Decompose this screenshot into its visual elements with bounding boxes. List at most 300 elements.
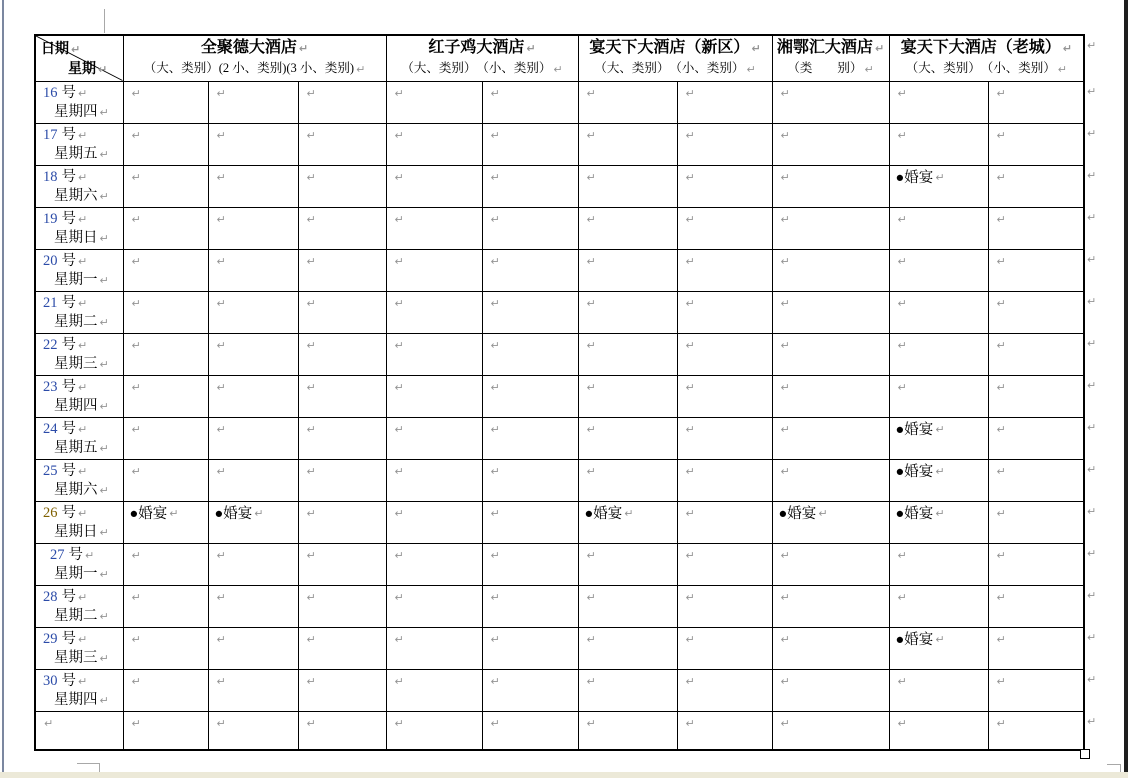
schedule-cell[interactable] [208,333,298,375]
schedule-cell[interactable] [578,711,677,750]
schedule-cell[interactable] [677,501,772,543]
paragraph-mark-icon: ↵ [78,212,88,226]
schedule-cell[interactable] [208,669,298,711]
schedule-cell[interactable] [772,417,889,459]
schedule-cell[interactable] [772,333,889,375]
schedule-cell[interactable] [772,627,889,669]
paragraph-mark-icon: ↵ [996,507,1006,521]
schedule-cell[interactable] [889,249,988,291]
schedule-cell[interactable] [298,333,386,375]
schedule-cell[interactable] [386,81,482,123]
row-end-paragraph-mark-icon: ↵ [1087,715,1097,728]
paragraph-mark-icon: ↵ [216,339,226,353]
paragraph-mark-icon: ↵ [490,381,500,395]
date-cell[interactable] [35,207,123,249]
schedule-cell[interactable] [988,375,1084,417]
schedule-cell[interactable] [988,501,1084,543]
schedule-cell-content [579,628,677,648]
schedule-cell[interactable] [772,375,889,417]
schedule-cell[interactable] [482,123,578,165]
schedule-cell[interactable] [123,333,208,375]
paragraph-mark-icon: ↵ [306,381,316,395]
hotel-header-cell[interactable] [578,35,772,81]
paragraph-mark-icon: ↵ [586,87,596,101]
schedule-cell[interactable] [298,207,386,249]
schedule-cell[interactable] [677,81,772,123]
date-line [36,334,123,355]
schedule-cell[interactable] [578,543,677,585]
schedule-cell-content [124,586,208,606]
schedule-cell[interactable] [386,375,482,417]
schedule-cell[interactable] [298,249,386,291]
schedule-cell-content [890,628,988,649]
schedule-cell[interactable] [772,501,889,543]
schedule-cell-content [483,334,578,354]
schedule-cell[interactable] [208,711,298,750]
schedule-cell[interactable] [123,249,208,291]
schedule-cell[interactable] [772,81,889,123]
paragraph-mark-icon: ↵ [131,591,141,605]
schedule-cell-content [387,544,482,564]
schedule-cell[interactable] [889,207,988,249]
schedule-cell[interactable] [386,459,482,501]
schedule-cell[interactable] [298,81,386,123]
schedule-cell[interactable] [208,585,298,627]
date-cell[interactable] [35,543,123,585]
schedule-cell[interactable] [298,291,386,333]
schedule-cell[interactable] [298,585,386,627]
schedule-cell-content [124,460,208,480]
schedule-cell[interactable] [578,291,677,333]
schedule-cell[interactable] [988,291,1084,333]
schedule-cell[interactable] [123,165,208,207]
schedule-cell-content [678,418,772,438]
schedule-cell-content [299,628,386,648]
schedule-cell[interactable] [772,459,889,501]
schedule-cell-content [678,670,772,690]
schedule-cell-content [678,460,772,480]
schedule-cell-content [579,292,677,312]
paragraph-mark-icon: ↵ [490,465,500,479]
schedule-cell-content [773,334,889,354]
table-row [35,123,1084,165]
schedule-cell[interactable] [578,501,677,543]
paragraph-mark-icon: ↵ [935,633,945,647]
schedule-cell-content [36,712,123,732]
schedule-cell[interactable] [988,207,1084,249]
schedule-cell-content [483,628,578,648]
hotel-header-cell[interactable] [386,35,578,81]
schedule-cell[interactable] [889,543,988,585]
schedule-cell[interactable] [208,123,298,165]
schedule-cell[interactable] [123,627,208,669]
schedule-cell[interactable] [298,375,386,417]
schedule-cell[interactable] [677,375,772,417]
paragraph-mark-icon: ↵ [78,422,88,436]
schedule-cell[interactable] [208,249,298,291]
row-end-paragraph-mark-icon: ↵ [1087,505,1097,518]
schedule-cell-content [124,628,208,648]
paragraph-mark-icon: ↵ [131,381,141,395]
paragraph-mark-icon: ↵ [780,213,790,227]
schedule-cell[interactable] [988,249,1084,291]
schedule-cell[interactable] [123,459,208,501]
schedule-cell[interactable] [123,417,208,459]
paragraph-mark-icon: ↵ [780,297,790,311]
schedule-cell[interactable] [677,459,772,501]
schedule-cell[interactable] [988,165,1084,207]
date-cell[interactable] [35,627,123,669]
schedule-cell[interactable] [772,669,889,711]
schedule-cell-content [989,166,1084,186]
schedule-cell[interactable] [123,711,208,750]
schedule-cell[interactable] [578,81,677,123]
schedule-cell[interactable] [772,165,889,207]
weekday-text: 星期二 [54,313,98,330]
date-number: 28 [43,588,58,605]
schedule-cell[interactable] [386,249,482,291]
hotel-header-cell[interactable] [889,35,1084,81]
schedule-cell[interactable] [772,543,889,585]
schedule-cell-content [579,586,677,606]
schedule-cell[interactable] [988,627,1084,669]
schedule-cell-content [890,712,988,732]
date-cell[interactable] [35,375,123,417]
schedule-cell[interactable] [889,627,988,669]
row-end-paragraph-mark-icon: ↵ [1087,253,1097,266]
schedule-cell[interactable] [482,333,578,375]
paragraph-mark-icon: ↵ [490,171,500,185]
paragraph-mark-icon: ↵ [356,62,366,76]
date-cell[interactable] [35,333,123,375]
schedule-cell[interactable] [889,669,988,711]
booking-entry: ●婚宴 [895,505,934,522]
schedule-cell-content [209,250,298,270]
schedule-cell[interactable] [386,669,482,711]
schedule-cell[interactable] [208,207,298,249]
paragraph-mark-icon: ↵ [306,255,316,269]
date-cell[interactable] [35,585,123,627]
schedule-cell[interactable] [482,501,578,543]
schedule-cell-content [299,124,386,144]
date-cell[interactable] [35,711,123,750]
banquet-schedule-table [34,34,1085,751]
schedule-cell[interactable] [988,669,1084,711]
date-number: 23 [43,378,58,395]
paragraph-mark-icon: ↵ [78,254,88,268]
schedule-cell[interactable] [889,291,988,333]
schedule-cell-content [890,208,988,228]
paragraph-mark-icon: ↵ [685,339,695,353]
schedule-cell[interactable] [988,417,1084,459]
date-cell[interactable] [35,417,123,459]
schedule-cell[interactable] [889,417,988,459]
schedule-cell-content [209,586,298,606]
schedule-cell[interactable] [208,165,298,207]
schedule-cell[interactable] [578,585,677,627]
schedule-cell-content [773,82,889,102]
schedule-cell[interactable] [578,123,677,165]
schedule-cell[interactable] [677,333,772,375]
paragraph-mark-icon: ↵ [131,339,141,353]
weekday-text: 星期六 [54,187,98,204]
schedule-cell[interactable] [772,711,889,750]
schedule-cell[interactable] [298,669,386,711]
date-suffix: 号 [61,210,76,227]
row-end-paragraph-mark-icon: ↵ [1087,295,1097,308]
paragraph-mark-icon: ↵ [586,591,596,605]
paragraph-mark-icon: ↵ [685,381,695,395]
schedule-cell[interactable] [677,165,772,207]
paragraph-mark-icon: ↵ [996,591,1006,605]
weekday-line [36,313,123,332]
paragraph-mark-icon: ↵ [490,297,500,311]
schedule-cell[interactable] [988,81,1084,123]
schedule-cell-content [483,586,578,606]
date-cell[interactable] [35,669,123,711]
schedule-cell[interactable] [677,627,772,669]
paragraph-mark-icon: ↵ [897,717,907,731]
schedule-cell[interactable] [298,711,386,750]
schedule-cell-content [124,250,208,270]
weekday-text: 星期五 [54,439,98,456]
schedule-cell[interactable] [482,585,578,627]
page-right-edge [1124,0,1128,772]
schedule-cell-content [209,418,298,438]
date-cell[interactable] [35,459,123,501]
schedule-cell[interactable] [123,585,208,627]
schedule-cell[interactable] [386,711,482,750]
schedule-cell[interactable] [123,207,208,249]
schedule-cell[interactable] [578,165,677,207]
date-number: 16 [43,84,58,101]
paragraph-mark-icon: ↵ [306,129,316,143]
schedule-cell-content [387,166,482,186]
schedule-cell[interactable] [578,375,677,417]
schedule-cell[interactable] [386,417,482,459]
weekday-text: 星期日 [54,523,98,540]
schedule-cell[interactable] [482,417,578,459]
schedule-cell[interactable] [988,459,1084,501]
schedule-cell[interactable] [677,123,772,165]
schedule-cell-content [989,586,1084,606]
schedule-cell[interactable] [889,585,988,627]
schedule-cell[interactable] [578,207,677,249]
schedule-cell-content [299,376,386,396]
schedule-cell[interactable] [482,81,578,123]
schedule-cell[interactable] [578,669,677,711]
schedule-cell[interactable] [772,249,889,291]
schedule-cell[interactable] [772,207,889,249]
schedule-cell-content [989,460,1084,480]
schedule-cell[interactable] [482,291,578,333]
schedule-cell[interactable] [677,669,772,711]
schedule-cell[interactable] [677,207,772,249]
date-cell[interactable] [35,165,123,207]
row-end-paragraph-mark-icon: ↵ [1087,39,1097,52]
schedule-cell[interactable] [578,417,677,459]
schedule-cell[interactable] [386,585,482,627]
schedule-cell-content [483,502,578,522]
schedule-cell-content [773,586,889,606]
schedule-cell[interactable] [298,417,386,459]
schedule-cell[interactable] [208,81,298,123]
date-number: 19 [43,210,58,227]
schedule-cell[interactable] [677,417,772,459]
hotel-header-cell[interactable] [123,35,386,81]
schedule-cell-content [579,250,677,270]
schedule-cell[interactable] [298,165,386,207]
schedule-cell-content [387,628,482,648]
hotel-name [890,37,1084,59]
schedule-cell[interactable] [677,249,772,291]
schedule-cell[interactable] [772,291,889,333]
schedule-cell[interactable] [889,459,988,501]
schedule-cell[interactable] [677,543,772,585]
schedule-cell[interactable] [123,81,208,123]
schedule-cell[interactable] [208,459,298,501]
date-cell[interactable] [35,123,123,165]
paragraph-mark-icon: ↵ [99,147,109,161]
schedule-cell[interactable] [298,543,386,585]
schedule-cell[interactable] [208,417,298,459]
schedule-cell[interactable] [123,501,208,543]
schedule-cell-content [773,712,889,732]
schedule-cell[interactable] [889,711,988,750]
paragraph-mark-icon: ↵ [394,465,404,479]
schedule-cell[interactable] [988,333,1084,375]
desktop-background-strip [0,772,1128,778]
hotel-header-cell[interactable] [772,35,889,81]
schedule-cell[interactable] [386,123,482,165]
schedule-cell-content [579,208,677,228]
hotel-name-text: 湘鄂汇大酒店 [776,39,873,56]
schedule-cell[interactable] [298,627,386,669]
schedule-cell[interactable] [772,585,889,627]
schedule-cell[interactable] [677,291,772,333]
schedule-cell[interactable] [578,333,677,375]
paragraph-mark-icon: ↵ [685,423,695,437]
paragraph-mark-icon: ↵ [780,381,790,395]
schedule-cell[interactable] [123,123,208,165]
schedule-cell-content [678,166,772,186]
schedule-cell[interactable] [208,543,298,585]
schedule-cell-content [989,628,1084,648]
table-row [35,417,1084,459]
date-cell[interactable] [35,291,123,333]
paragraph-mark-icon: ↵ [99,105,109,119]
schedule-cell[interactable] [988,543,1084,585]
schedule-cell-content [299,502,386,522]
schedule-cell[interactable] [208,627,298,669]
paragraph-mark-icon: ↵ [897,675,907,689]
schedule-cell[interactable] [482,669,578,711]
paragraph-mark-icon: ↵ [685,507,695,521]
schedule-cell[interactable] [123,543,208,585]
paragraph-mark-icon: ↵ [685,591,695,605]
schedule-cell-content [299,82,386,102]
schedule-cell[interactable] [482,711,578,750]
schedule-cell[interactable] [298,459,386,501]
date-cell[interactable] [35,249,123,291]
schedule-cell-content [678,628,772,648]
schedule-cell[interactable] [386,165,482,207]
schedule-cell-content [299,166,386,186]
schedule-cell[interactable] [482,543,578,585]
schedule-cell-content [773,166,889,186]
schedule-cell[interactable] [889,501,988,543]
booking-entry: ●婚宴 [895,463,934,480]
schedule-cell[interactable] [677,585,772,627]
weekday-line [36,229,123,248]
date-line [36,670,123,691]
schedule-cell[interactable] [386,207,482,249]
schedule-cell[interactable] [677,711,772,750]
schedule-cell[interactable] [482,165,578,207]
paragraph-mark-icon: ↵ [996,465,1006,479]
schedule-cell[interactable] [386,501,482,543]
schedule-cell[interactable] [123,669,208,711]
schedule-cell[interactable] [988,123,1084,165]
schedule-cell[interactable] [578,627,677,669]
schedule-cell[interactable] [578,249,677,291]
paragraph-mark-icon: ↵ [216,633,226,647]
paragraph-mark-icon: ↵ [996,297,1006,311]
paragraph-mark-icon: ↵ [685,255,695,269]
schedule-cell[interactable] [123,375,208,417]
schedule-cell[interactable] [482,627,578,669]
date-cell[interactable] [35,81,123,123]
schedule-cell[interactable] [889,375,988,417]
schedule-cell[interactable] [386,543,482,585]
schedule-cell[interactable] [482,207,578,249]
schedule-cell[interactable] [208,501,298,543]
schedule-cell[interactable] [208,291,298,333]
schedule-cell[interactable] [386,333,482,375]
schedule-cell[interactable] [889,81,988,123]
schedule-cell[interactable] [208,375,298,417]
schedule-cell[interactable] [386,627,482,669]
schedule-cell[interactable] [482,375,578,417]
table-resize-handle[interactable] [1080,749,1090,759]
schedule-cell-content [299,670,386,690]
schedule-cell[interactable] [889,333,988,375]
schedule-cell[interactable] [482,459,578,501]
schedule-cell[interactable] [772,123,889,165]
paragraph-mark-icon: ↵ [216,255,226,269]
paragraph-mark-icon: ↵ [216,465,226,479]
schedule-cell[interactable] [578,459,677,501]
schedule-cell[interactable] [988,711,1084,750]
schedule-cell[interactable] [889,123,988,165]
schedule-cell[interactable] [889,165,988,207]
schedule-cell[interactable] [988,585,1084,627]
paragraph-mark-icon: ↵ [586,381,596,395]
schedule-cell-content [299,418,386,438]
schedule-cell[interactable] [482,249,578,291]
date-cell[interactable] [35,501,123,543]
paragraph-mark-icon: ↵ [685,87,695,101]
schedule-cell[interactable] [298,123,386,165]
paragraph-mark-icon: ↵ [394,255,404,269]
schedule-cell[interactable] [123,291,208,333]
schedule-cell-content [773,124,889,144]
header-date-week-cell[interactable] [35,35,123,81]
schedule-cell[interactable] [386,291,482,333]
schedule-cell-content [209,82,298,102]
paragraph-mark-icon: ↵ [216,171,226,185]
schedule-cell[interactable] [298,501,386,543]
